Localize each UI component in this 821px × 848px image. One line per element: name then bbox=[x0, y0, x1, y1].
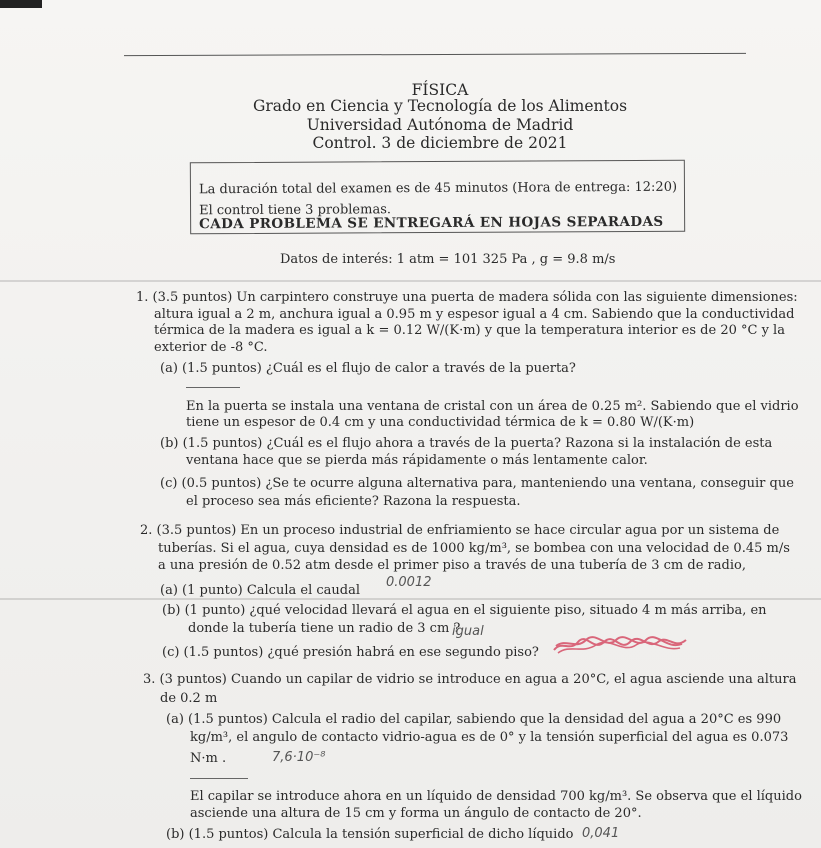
p3-answer-a-handwritten: 7,6·10⁻⁸ bbox=[272, 750, 326, 765]
p3-middle-text: asciende una altura de 15 cm y forma un ángulo de contacto de 20°. bbox=[190, 806, 642, 821]
p1-question-a: (a) (1.5 puntos) ¿Cuál es el flujo de calor a través de la puerta? bbox=[160, 361, 576, 376]
p1-line: 1. (3.5 puntos) Un carpintero construye una puerta de madera sólida con las siguiente dimensiones: bbox=[136, 290, 798, 305]
instructions-count: El control tiene 3 problemas. bbox=[199, 202, 392, 219]
instructions-duration: La duración total del examen es de 45 minutos (Hora de entrega: 12:20) bbox=[198, 179, 678, 198]
scan-corner bbox=[0, 0, 42, 8]
p3-question-b: (b) (1.5 puntos) Calcula la tensión superficial de dicho líquido bbox=[166, 827, 574, 842]
instructions-box bbox=[190, 160, 685, 235]
p3-question-a: (a) (1.5 puntos) Calcula el radio del capilar, sabiendo que la densidad del agua a 20°C es 990 bbox=[166, 712, 782, 727]
p1-line: térmica de la madera es igual a k = 0.12 W/(K·m) y que la temperatura interior es de 20 °C y la bbox=[154, 323, 785, 338]
p2-question-c: (c) (1.5 puntos) ¿qué presión habrá en ese segundo piso? bbox=[162, 645, 539, 660]
p3-question-a: kg/m³, el angulo de contacto vidrio-agua es de 0° y la tensión superficial del agua es 0.073 bbox=[190, 730, 789, 745]
exam-degree: Grado en Ciencia y Tecnología de los Alimentos bbox=[252, 97, 628, 115]
p1-question-b: (b) (1.5 puntos) ¿Cuál es el flujo ahora a través de la puerta? Razona si la instalación de esta bbox=[160, 436, 773, 451]
p2-question-b: (b) (1 punto) ¿qué velocidad llevará el agua en el siguiente piso, situado 4 m más arriba, en bbox=[162, 603, 767, 618]
exam-control-date: Control. 3 de diciembre de 2021 bbox=[312, 134, 568, 152]
p1-middle-text: tiene un espesor de 0.4 cm y una conductividad térmica de k = 0.80 W/(K·m) bbox=[186, 415, 695, 430]
p3-line: de 0.2 m bbox=[160, 691, 218, 706]
paper-fold bbox=[0, 280, 821, 282]
p1-line: altura igual a 2 m, anchura igual a 0.95 m y espesor igual a 4 cm. Sabiendo que la conductividad bbox=[154, 307, 795, 322]
paper-fold bbox=[0, 598, 821, 600]
p1-line: exterior de -8 °C. bbox=[154, 340, 268, 355]
p3-question-a: N·m . bbox=[190, 751, 227, 766]
exam-subject: FÍSICA bbox=[411, 81, 469, 99]
p2-answer-a-handwritten: 0.0012 bbox=[386, 575, 432, 590]
p2-answer-b-handwritten: igual bbox=[452, 624, 484, 639]
exam-university: Universidad Autónoma de Madrid bbox=[306, 116, 574, 134]
p2-line: tuberías. Si el agua, cuya densidad es de 1000 kg/m³, se bombea con una velocidad de 0.45 m/s bbox=[158, 541, 790, 556]
p2-question-b: donde la tubería tiene un radio de 3 cm ? bbox=[188, 621, 461, 636]
p2-line: a una presión de 0.52 atm desde el primer piso a través de una tubería de 3 cm de radio, bbox=[158, 558, 746, 573]
p3-answer-b-handwritten: 0,041 bbox=[582, 826, 620, 841]
p2-line: 2. (3.5 puntos) En un proceso industrial de enfriamiento se hace circular agua por un sistema de bbox=[140, 523, 780, 538]
p2-question-a: (a) (1 punto) Calcula el caudal bbox=[160, 583, 360, 598]
p1-middle-text: En la puerta se instala una ventana de cristal con un área de 0.25 m². Sabiendo que el vidrio bbox=[186, 399, 799, 414]
datos-interes: Datos de interés: 1 atm = 101 325 Pa , g = 9.8 m/s bbox=[280, 252, 616, 267]
p1-question-c: el proceso sea más eficiente? Razona la respuesta. bbox=[186, 494, 521, 509]
scribbled-out-answer bbox=[552, 636, 688, 656]
separator-rule bbox=[186, 387, 240, 388]
header-rule bbox=[124, 53, 746, 56]
p1-question-c: (c) (0.5 puntos) ¿Se te ocurre alguna alternativa para, manteniendo una ventana, conseguir que bbox=[160, 476, 794, 491]
instructions-warning: CADA PROBLEMA SE ENTREGARÁ EN HOJAS SEPARADAS bbox=[199, 213, 664, 233]
p3-line: 3. (3 puntos) Cuando un capilar de vidrio se introduce en agua a 20°C, el agua asciende una altura bbox=[143, 672, 797, 687]
p3-middle-text: El capilar se introduce ahora en un líquido de densidad 700 kg/m³. Se observa que el líquido bbox=[190, 789, 802, 804]
separator-rule bbox=[190, 778, 248, 779]
p1-question-b: ventana hace que se pierda más rápidamente o más lentamente calor. bbox=[186, 453, 648, 468]
